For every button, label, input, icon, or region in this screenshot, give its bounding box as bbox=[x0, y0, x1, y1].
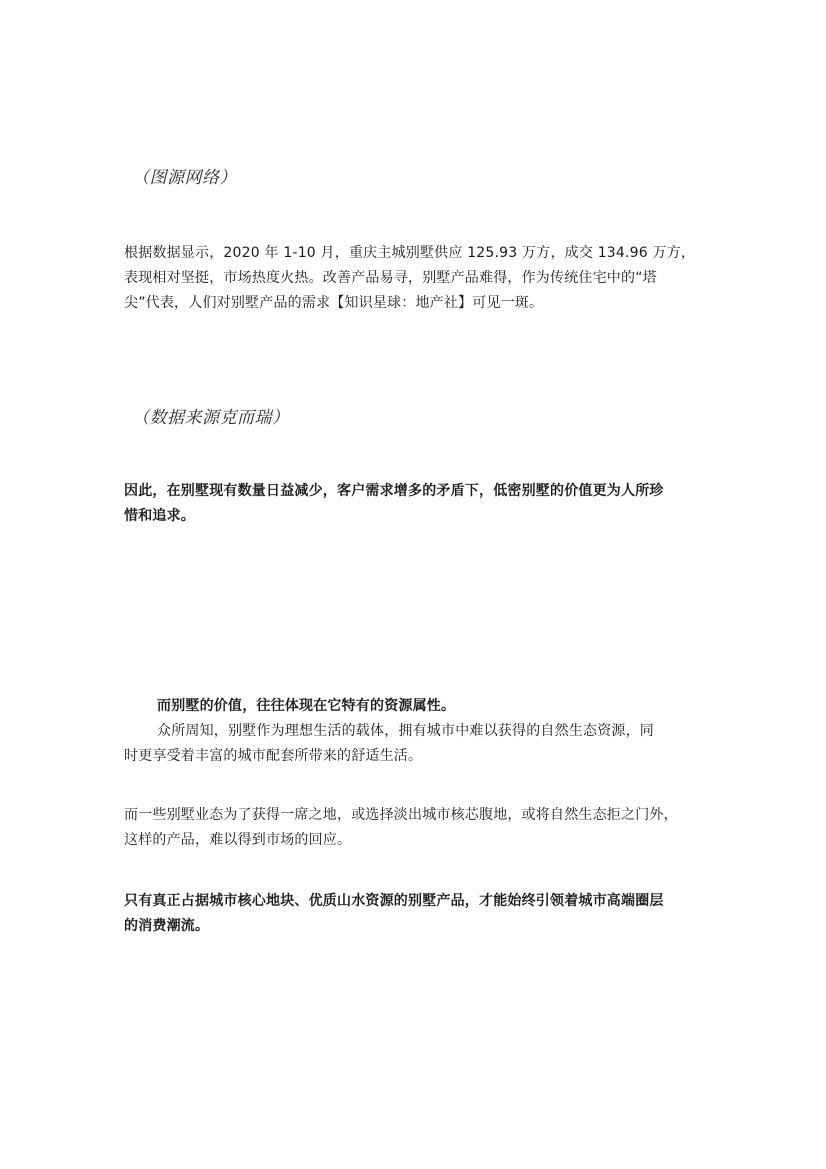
paragraph-villa-market-data bbox=[124, 241, 714, 316]
paragraph-line: 表现相对坚挺，市场热度火热。改善产品易寻，别墅产品难得，作为传统住宅中的“塔 bbox=[124, 270, 657, 286]
paragraph-line: 这样的产品，难以得到市场的回应。 bbox=[124, 832, 352, 848]
paragraph-line: 时更享受着丰富的城市配套所带来的舒适生活。 bbox=[124, 748, 423, 764]
paragraph-core-land-villas bbox=[124, 889, 714, 939]
paragraph-heading: 而别墅的价值，往往体现在它特有的资源属性。 bbox=[157, 698, 456, 714]
data-source-caption: （数据来源克而瑞） bbox=[132, 408, 290, 428]
paragraph-line: 而一些别墅业态为了获得一席之地，或选择淡出城市核芯腹地，或将自然生态拒之门外， bbox=[124, 807, 678, 823]
paragraph-market-response bbox=[124, 803, 714, 853]
paragraph-resource-attributes bbox=[124, 694, 714, 769]
paragraph-line: 尖”代表，人们对别墅产品的需求【知识星球：地产社】可见一斑。 bbox=[124, 295, 544, 311]
paragraph-line: 因此，在别墅现有数量日益减少，客户需求增多的矛盾下，低密别墅的价值更为人所珍 bbox=[124, 483, 664, 499]
paragraph-line: 惜和追求。 bbox=[124, 508, 195, 524]
paragraph-line: 的消费潮流。 bbox=[124, 918, 210, 934]
paragraph-line: 只有真正占据城市核心地块、优质山水资源的别墅产品，才能始终引领着城市高端圈层 bbox=[124, 893, 664, 909]
image-source-caption: （图源网络） bbox=[132, 168, 237, 188]
paragraph-low-density-value bbox=[124, 479, 714, 529]
paragraph-line: 根据数据显示，2020 年 1-10 月，重庆主城别墅供应 125.93 万方，成交 134.96 万方， bbox=[124, 245, 696, 261]
paragraph-line: 众所周知，别墅作为理想生活的载体，拥有城市中难以获得的自然生态资源，同 bbox=[157, 723, 654, 739]
